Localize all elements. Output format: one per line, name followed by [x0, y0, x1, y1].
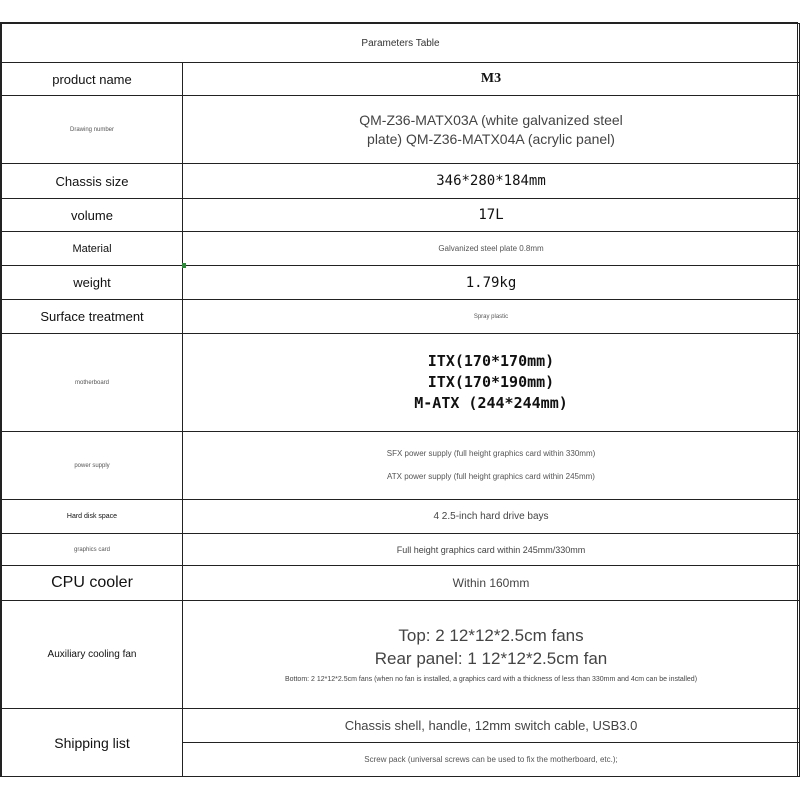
parameters-table [1, 23, 800, 777]
row-value-shipping-list-1: Chassis shell, handle, 12mm switch cable, USB3.0 [183, 709, 800, 743]
table-row [2, 432, 800, 500]
table-row [2, 566, 800, 601]
row-value-motherboard [183, 334, 800, 432]
table-row [2, 534, 800, 566]
row-label-motherboard: motherboard [2, 334, 183, 432]
row-label-chassis-size: Chassis size [2, 164, 183, 199]
motherboard-line-3: M-ATX (244*244mm) [414, 394, 568, 412]
table-title: Parameters Table [2, 24, 800, 63]
power-supply-line-2: ATX power supply (full height graphics card within 245mm) [387, 471, 595, 481]
marker-tick [182, 263, 186, 268]
row-value-power-supply [183, 432, 800, 500]
row-value-material: Galvanized steel plate 0.8mm [183, 232, 800, 266]
table-row [2, 709, 800, 743]
fan-line-top: Top: 2 12*12*2.5cm fans [398, 625, 584, 645]
table-row [2, 96, 800, 164]
row-label-auxiliary-cooling-fan: Auxiliary cooling fan [2, 601, 183, 709]
row-value-weight: 1.79kg [183, 266, 800, 300]
table-row [2, 334, 800, 432]
drawing-number-line-2: plate) QM-Z36-MATX04A (acrylic panel) [367, 130, 615, 147]
row-value-auxiliary-cooling-fan [183, 601, 800, 709]
fan-line-rear: Rear panel: 1 12*12*2.5cm fan [374, 648, 608, 668]
row-label-cpu-cooler: CPU cooler [2, 566, 183, 601]
row-value-surface-treatment: Spray plastic [183, 300, 800, 334]
row-label-product-name: product name [2, 63, 183, 96]
table-row [2, 63, 800, 96]
row-label-shipping-list: Shipping list [2, 709, 183, 777]
row-label-surface-treatment: Surface treatment [2, 300, 183, 334]
table-row [2, 164, 800, 199]
row-value-hard-disk-space: 4 2.5-inch hard drive bays [183, 500, 800, 534]
row-value-cpu-cooler: Within 160mm [183, 566, 800, 601]
row-value-volume: 17L [183, 199, 800, 232]
row-label-hard-disk-space: Hard disk space [2, 500, 183, 534]
fan-line-bottom: Bottom: 2 12*12*2.5cm fans (when no fan is installed, a graphics card with a thickness of less than 330mm and 4cm can be installed) [284, 675, 698, 683]
drawing-number-line-1: QM-Z36-MATX03A (white galvanized steel [359, 111, 623, 128]
row-label-weight: weight [2, 266, 183, 300]
table-row [2, 300, 800, 334]
row-label-graphics-card: graphics card [2, 534, 183, 566]
row-value-drawing-number [183, 96, 800, 164]
table-row [2, 232, 800, 266]
row-value-graphics-card: Full height graphics card within 245mm/330mm [183, 534, 800, 566]
motherboard-line-2: ITX(170*190mm) [427, 373, 555, 391]
table-row [2, 266, 800, 300]
row-label-drawing-number: Drawing number [2, 96, 183, 164]
table-row [2, 601, 800, 709]
row-label-volume: volume [2, 199, 183, 232]
row-value-product-name: M3 [183, 63, 800, 96]
table-title-row [2, 24, 800, 63]
row-label-material: Material [2, 232, 183, 266]
motherboard-line-1: ITX(170*170mm) [427, 352, 555, 370]
table-row [2, 500, 800, 534]
power-supply-line-1: SFX power supply (full height graphics card within 330mm) [386, 448, 596, 458]
row-value-shipping-list-2: Screw pack (universal screws can be used to fix the motherboard, etc.); [183, 743, 800, 777]
parameters-table-frame [0, 22, 798, 777]
row-label-power-supply: power supply [2, 432, 183, 500]
row-value-chassis-size: 346*280*184mm [183, 164, 800, 199]
table-row [2, 199, 800, 232]
